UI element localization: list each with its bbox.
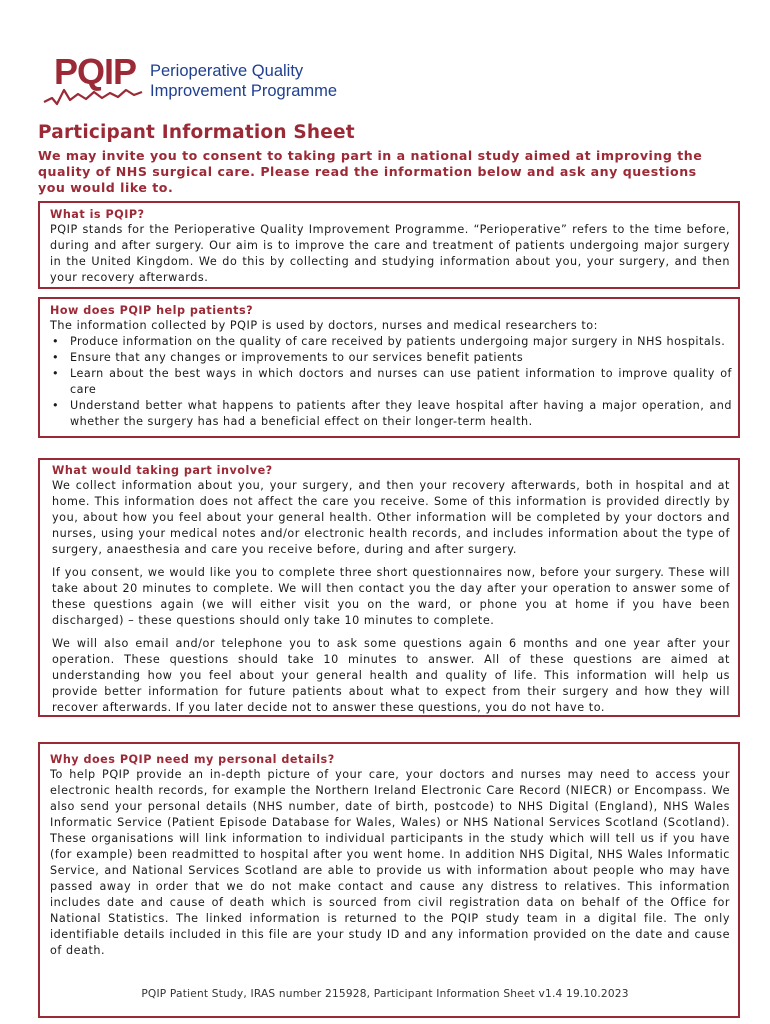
section-heading: What is PQIP? xyxy=(50,208,145,221)
section-paragraph-1: We collect information about you, your surgery, and then your recovery afterwards, both in hospital and at home. This information does not affect the care you receive. Some of this information is provided directly by you, about how you feel about your general health. Other information will be completed by your doctors and nurses, using your medical notes and/or electronic health records, and includes information about the type of surgery, anaesthesia and care you receive before, during and after surgery. xyxy=(52,479,730,556)
section-taking-part xyxy=(38,458,740,717)
section-body: To help PQIP provide an in-depth picture of your care, your doctors and nurses may need to access your electronic health records, for example the Northern Ireland Electronic Care Record (NIECR) or Encompass. We also send your personal details (NHS number, date of birth, postcode) to NHS Digital (England), NHS Wales Informatic Service (Patient Episode Database for Wales, Wales) or NHS National Services Scotland (Scotland). These organisations will link information to individual participants in the study which will tell us if you have (for example) been readmitted to hospital after you went home. In addition NHS Digital, NHS Wales Informatic Service, and National Services Scotland are able to provide us with information about people who may have passed away in order that we do not make contact and cause any distress to relatives. This information includes date and cause of death which is sourced from civil registration data on behalf of the Office for National Statistics. The linked information is returned to the PQIP study team in a digital file. The only identifiable details included in this file are your study ID and any information provided on the date and cause of death. xyxy=(50,768,730,957)
page-footer: PQIP Patient Study, IRAS number 215928, Participant Information Sheet v1.4 19.10.2023 xyxy=(141,988,629,1000)
list-item: • Ensure that any changes or improvements to our services benefit patients xyxy=(50,350,732,366)
list-item: • Learn about the best ways in which doctors and nurses can use patient information to improve quality of care xyxy=(50,366,732,398)
page-title: Participant Information Sheet xyxy=(38,122,355,143)
section-what-is-pqip xyxy=(38,201,740,289)
section-paragraph-3: We will also email and/or telephone you to ask some questions again 6 months and one year after your operation. These questions should take 10 minutes to answer. All of these questions are aimed at understanding how you feel about your general health and quality of life. This information will help us provide better information for future patients about what to expect from their surgery and how they will recover afterwards. If you later decide not to answer these questions, you do not have to. xyxy=(52,637,730,714)
logo-line-1: Perioperative Quality xyxy=(150,62,304,80)
pqip-logo xyxy=(42,52,362,108)
logo-acronym: PQIP xyxy=(54,52,137,92)
logo-heartbeat-line xyxy=(44,90,142,104)
section-heading: What would taking part involve? xyxy=(52,464,273,477)
list-item: • Understand better what happens to patients after they leave hospital after having a major operation, and whether the surgery has had a beneficial effect on their longer-term health. xyxy=(50,398,732,430)
logo-line-2: Improvement Programme xyxy=(150,82,338,100)
intro-text: We may invite you to consent to taking part in a national study aimed at improving the quality of NHS surgical care. Please read the information below and ask any questions you would like to. xyxy=(38,148,703,195)
benefits-list xyxy=(50,334,732,430)
section-paragraph-2: If you consent, we would like you to complete three short questionnaires now, before your surgery. These will take about 20 minutes to complete. We will then contact you the day after your operation to answer some of these questions again (we will either visit you on the ward, or phone you at home if you have been discharged) – these questions should only take 10 minutes to complete. xyxy=(52,566,730,627)
section-body: PQIP stands for the Perioperative Quality Improvement Programme. “Perioperative” refers to the time before, during and after surgery. Our aim is to improve the care and treatment of patients undergoing major surgery in the United Kingdom. We do this by collecting and studying information about you, your surgery, and then your recovery afterwards. xyxy=(50,223,730,284)
list-item: • Produce information on the quality of care received by patients undergoing major surgery in NHS hospitals. xyxy=(50,334,732,350)
section-heading: How does PQIP help patients? xyxy=(50,304,254,317)
section-personal-details xyxy=(38,742,740,1018)
section-heading: Why does PQIP need my personal details? xyxy=(50,753,335,766)
section-how-pqip-helps xyxy=(38,297,740,438)
section-lead: The information collected by PQIP is used by doctors, nurses and medical researchers to: xyxy=(50,319,599,332)
